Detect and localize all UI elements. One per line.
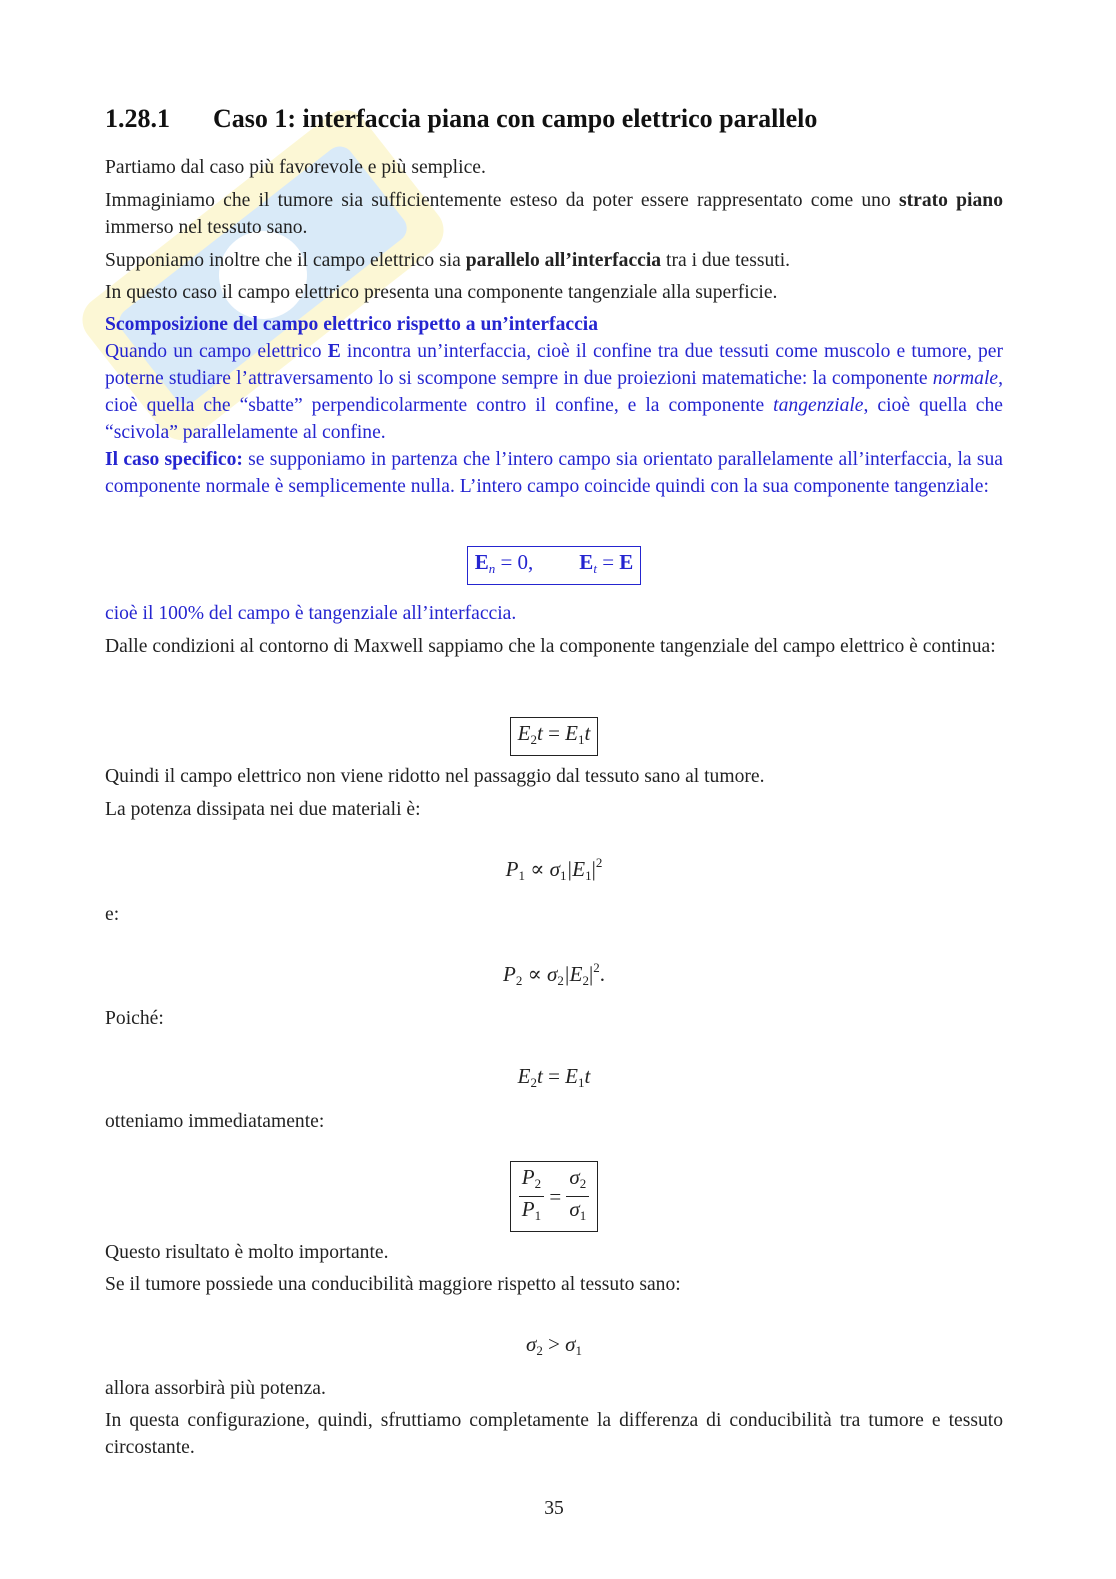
math-symbol: t <box>536 1064 543 1088</box>
text-run: incontra un’interfaccia, cioè il confine tra due tessuti come muscolo e tumore, per poterne studiare l’attraversamento lo si scompone sempre in due proiezioni matematiche: la componente <box>105 341 1003 389</box>
math-subscript: 1 <box>578 732 585 747</box>
paragraph: e: <box>105 904 120 925</box>
equation <box>105 960 1003 989</box>
math-subscript: 2 <box>515 973 523 988</box>
math-symbol: E <box>517 1064 531 1088</box>
math-operator: = <box>542 1064 566 1088</box>
math-operator: | <box>591 857 596 881</box>
equation <box>105 1064 1003 1091</box>
math-subscript: 1 <box>560 868 567 883</box>
page-number: 35 <box>544 1498 564 1519</box>
math-symbol: P <box>521 1197 535 1221</box>
math-symbol: E <box>565 721 578 745</box>
equation <box>105 1332 1003 1359</box>
text-run: tra i due tessuti. <box>661 250 791 271</box>
math-symbol: E <box>517 721 531 745</box>
math-symbol: E <box>474 550 489 574</box>
paragraph: Dalle condizioni al contorno di Maxwell sappiamo che la componente tangenziale del campo elettrico è continua: <box>105 636 996 657</box>
paragraph: Quindi il campo elettrico non viene ridotto nel passaggio dal tessuto sano al tumore. <box>105 766 765 787</box>
bold-run: E <box>327 341 341 362</box>
math-superscript: 2 <box>593 960 600 975</box>
text-run: immerso nel tessuto sano. <box>105 217 308 238</box>
math-operator: = <box>596 550 620 574</box>
math-operator: = <box>542 721 566 745</box>
equation-box <box>510 717 599 756</box>
blue-paragraph <box>105 338 1003 446</box>
math-symbol: σ <box>525 1332 537 1356</box>
math-operator: = <box>544 1184 567 1209</box>
italic-run: normale <box>932 368 999 389</box>
bold-run: Il caso specifico: <box>105 449 243 470</box>
math-symbol: σ <box>569 1197 580 1221</box>
fraction <box>566 1165 589 1228</box>
math-symbol: σ <box>569 1165 580 1189</box>
bold-run: strato piano <box>898 190 1003 211</box>
math-symbol: t <box>584 1064 591 1088</box>
paragraph: Partiamo dal caso più favorevole e più semplice. <box>105 157 486 178</box>
math-subscript: 2 <box>534 1176 542 1191</box>
blue-paragraph: cioè il 100% del campo è tangenziale all’interfaccia. <box>105 603 517 624</box>
paragraph: La potenza dissipata nei due materiali è: <box>105 799 421 820</box>
math-symbol: |E <box>563 962 583 986</box>
math-operator: ∝ <box>522 962 548 986</box>
math-subscript: t <box>593 561 597 576</box>
paragraph: In questa configurazione, quindi, sfruttiamo completamente la differenza di conducibilità tra tumore e tessuto circostante. <box>105 1410 1003 1458</box>
math-operator: = 0, <box>495 550 534 574</box>
math-symbol: t <box>584 721 591 745</box>
math-subscript: 1 <box>578 1075 585 1090</box>
paragraph: Se il tumore possiede una conducibilità maggiore rispetto al tessuto sano: <box>105 1274 681 1295</box>
text-run: , cioè quella che “sbatte” perpendicolarmente contro il confine, e la componente <box>105 368 1003 416</box>
text-run: se supponiamo in partenza che l’intero campo sia orientato parallelamente all’interfaccia, la sua componente normale è semplicemente nulla. L’intero campo coincide quindi con la sua componente tangenziale: <box>105 449 1003 497</box>
equation-boxed <box>105 1161 1003 1232</box>
math-subscript: 1 <box>534 1208 542 1223</box>
math-superscript: 2 <box>595 855 603 870</box>
paragraph: In questo caso il campo elettrico presenta una componente tangenziale alla superficie. <box>105 282 778 303</box>
paragraph <box>105 187 1003 241</box>
math-operator: . <box>599 962 605 986</box>
bold-run: parallelo all’interfaccia <box>465 250 662 271</box>
math-operator: ∝ <box>524 857 550 881</box>
fraction <box>519 1165 544 1228</box>
blue-paragraph <box>105 446 1003 500</box>
paragraph: otteniamo immediatamente: <box>105 1111 325 1132</box>
math-subscript: 1 <box>585 868 592 883</box>
blue-subheading: Scomposizione del campo elettrico rispetto a un’interfaccia <box>105 314 599 335</box>
paragraph: allora assorbirà più potenza. <box>105 1378 326 1399</box>
section-title <box>105 104 1003 134</box>
math-symbol: |E <box>566 857 586 881</box>
section-number: 1.28.1 <box>105 104 170 133</box>
math-subscript: 2 <box>530 1075 537 1090</box>
math-subscript: 2 <box>536 1343 543 1358</box>
math-subscript: 1 <box>579 1208 587 1223</box>
math-symbol: σ <box>547 962 558 986</box>
math-symbol: t <box>536 721 543 745</box>
paragraph: Questo risultato è molto importante. <box>105 1242 389 1263</box>
math-symbol: E <box>619 550 634 574</box>
math-symbol: σ <box>565 1332 576 1356</box>
math-symbol: E <box>565 1064 578 1088</box>
math-operator: | <box>589 962 594 986</box>
math-symbol: E <box>579 550 594 574</box>
math-symbol: P <box>503 962 516 986</box>
text-run: Immaginiamo che il tumore sia sufficientemente esteso da poter essere rappresentato come uno <box>105 190 891 211</box>
italic-run: tangenziale <box>773 395 864 416</box>
math-subscript: 2 <box>530 732 537 747</box>
math-symbol: P <box>521 1165 535 1189</box>
math-subscript: n <box>488 561 496 576</box>
equation-boxed-blue <box>105 546 1003 585</box>
math-subscript: 1 <box>518 868 525 883</box>
math-subscript: 2 <box>557 973 564 988</box>
paragraph <box>105 247 1003 274</box>
equation-box <box>510 1161 599 1232</box>
math-symbol: P <box>505 857 519 881</box>
math-operator: > <box>542 1332 566 1356</box>
math-subscript: 2 <box>582 973 590 988</box>
equation-box <box>467 546 642 585</box>
text-run: Quando un campo elettrico <box>105 341 328 362</box>
math-subscript: 2 <box>579 1176 587 1191</box>
equation-boxed <box>105 717 1003 756</box>
math-subscript: 1 <box>575 1343 583 1358</box>
text-run: , cioè quella che “scivola” parallelamente al confine. <box>105 395 1004 443</box>
paragraph: Poiché: <box>105 1008 164 1029</box>
section-title-text: Caso 1: interfaccia piana con campo elettrico parallelo <box>213 104 818 133</box>
text-run: Supponiamo inoltre che il campo elettrico sia <box>105 250 466 271</box>
equation <box>105 855 1003 884</box>
math-symbol: σ <box>549 857 561 881</box>
